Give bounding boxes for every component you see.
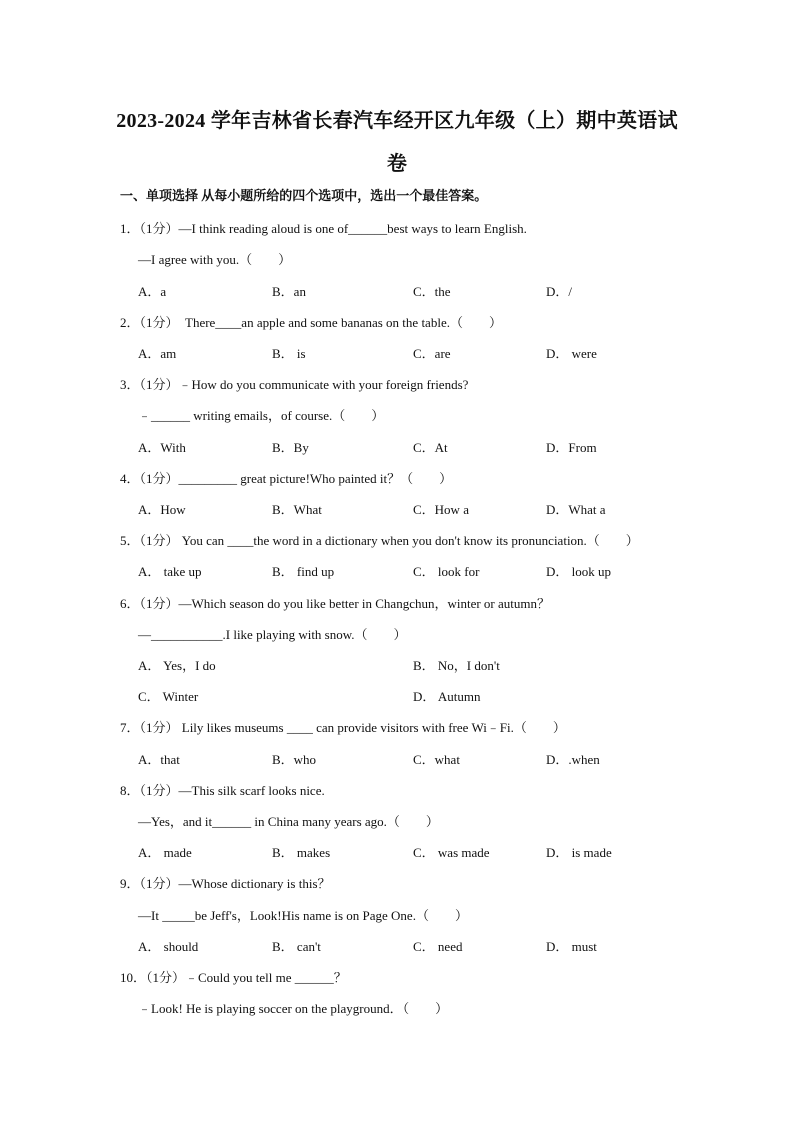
option-b: B．By [272,440,309,455]
question-stem: 1．（1分）—I think reading aloud is one of______best ways to learn English. [120,221,527,236]
option-b: B．What [272,502,322,517]
option-c: C． was made [413,845,490,860]
option-b: B．an [272,284,306,299]
question-stem: 9．（1分）—Whose dictionary is this？ [120,876,331,891]
option-c: C． look for [413,564,480,579]
page-title: 2023-2024 学年吉林省长春汽车经开区九年级（上）期中英语试 [116,110,678,132]
option-b: B． is [272,346,306,361]
question-stem: 2．（1分） There____an apple and some bananas on the table.（ ） [120,315,502,330]
option-b: B． No，I don't [413,658,500,673]
option-a: A．a [138,284,167,299]
question-stem-line2: —Yes，and it______ in China many years ago.（ ） [138,814,439,829]
option-a: A． made [138,845,192,860]
question-stem-line2: ﹣Look! He is playing soccer on the playground．（ ） [138,1001,449,1016]
option-d: D． look up [546,564,612,579]
option-c: C．what [413,752,460,767]
option-c: C．the [413,284,451,299]
option-d: D． is made [546,845,612,860]
question-stem-line2: —I agree with you.（ ） [138,252,292,267]
option-c: C． need [413,939,463,954]
option-a: A．With [138,440,186,455]
option-a: A．How [138,502,186,517]
question-stem: 6．（1分）—Which season do you like better in Changchun，winter or autumn？ [120,596,551,611]
question-stem: 5．（1分） You can ____the word in a dictionary when you don't know its pronunciation.（ ） [120,533,639,548]
option-d: D．/ [546,284,573,299]
question-stem: 10．（1分）﹣Could you tell me ______？ [120,970,347,985]
section-heading: 一、单项选择 从每小题所给的四个选项中，选出一个最佳答案。 [120,188,488,203]
option-c: C．At [413,440,448,455]
option-a: A．am [138,346,177,361]
option-c: C．How a [413,502,469,517]
option-c: C． Winter [138,689,199,704]
page-title-continuation: 卷 [386,153,408,175]
question-stem-line2: ﹣______ writing emails，of course.（ ） [138,408,385,423]
option-c: C．are [413,346,451,361]
option-d: D． were [546,346,597,361]
option-a: A．that [138,752,180,767]
question-stem-line2: —___________.I like playing with snow.（ ） [138,627,407,642]
option-a: A． Yes，I do [138,658,216,673]
question-stem: 7．（1分） Lily likes museums ____ can provide visitors with free Wi﹣Fi.（ ） [120,720,566,735]
option-d: D．.when [546,752,600,767]
option-d: D．From [546,440,597,455]
option-a: A． take up [138,564,202,579]
question-stem: 4．（1分）_________ great picture!Who painted it？（ ） [120,471,453,486]
question-stem-line2: —It _____be Jeff's，Look!His name is on Page One.（ ） [138,908,468,923]
option-b: B．who [272,752,317,767]
question-stem: 8．（1分）—This silk scarf looks nice. [120,783,325,798]
option-b: B． can't [272,939,321,954]
option-b: B． find up [272,564,335,579]
question-stem: 3．（1分）﹣How do you communicate with your foreign friends? [120,377,469,392]
option-d: D． Autumn [413,689,481,704]
option-b: B． makes [272,845,331,860]
option-d: D． must [546,939,597,954]
option-d: D．What a [546,502,606,517]
option-a: A． should [138,939,199,954]
